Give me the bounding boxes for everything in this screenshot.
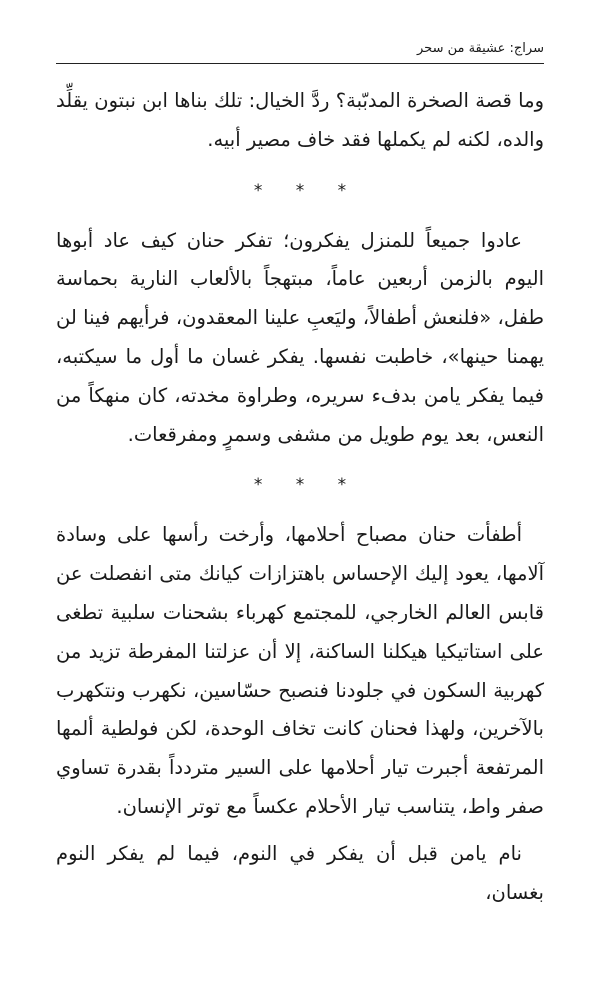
section-separator-2: * * *: [253, 475, 361, 496]
paragraph-gap: [56, 827, 544, 835]
running-header: سراج: عشيقة من سحر: [417, 41, 544, 56]
paragraph-2: عادوا جميعاً للمنزل يفكرون؛ تفكر حنان كيف عاد أبوها اليوم بالزمن أربعين عاماً، مبتهجاً بالألعاب النارية بحماسة طفل، «فلنعش أطفالاً، وليَعبِ علينا المعقدون، فرأيهم فينا لن يهمنا حينها»، خاطبت نفسها. يفكر غسان ما أول ما سيكتبه، فيما يفكر يامن بدفء سريره، وطراوة مخدته، كان منهكاً من النعس، بعد يوم طويل من مشفى وسمرٍ ومفرقعات.: [56, 228, 544, 446]
section-separator-1: * * *: [253, 180, 361, 201]
paragraph-1: وما قصة الصخرة المدبّبة؟ ردَّ الخيال: تلك بناها ابن نبتون يقلِّد والده، لكنه لم يكملها فقد خاف مصير أبيه.: [56, 89, 544, 151]
body-text: [56, 82, 544, 912]
paragraph-4: نام يامن قبل أن يفكر في النوم، فيما لم يفكر النوم بغسان،: [56, 841, 544, 904]
book-page: [56, 0, 544, 1000]
paragraph-3: أطفأت حنان مصباح أحلامها، وأرخت رأسها على وسادة آلامها، يعود إليك الإحساس باهتزازات كيانك متى انفصلت عن قابس العالم الخارجي، للمجتمع كهرباء بشحنات سلبية تطغى على استاتيكيا هيكلنا الساكنة، إلا أن عزلتنا المفرطة تزيد من كهربية السكون في جلودنا فنصبح حسّاسين، نكهرب ونتكهرب بالآخرين، ولهذا فحنان كانت تخاف الوحدة، لكن فولطية ألمها المرتفعة أجبرت تيار أحلامها على السير متردداً بقدرة تساوي صفر واط، يتناسب تيار الأحلام عكساً مع توتر الإنسان.: [56, 523, 544, 818]
header-rule: [56, 63, 544, 64]
